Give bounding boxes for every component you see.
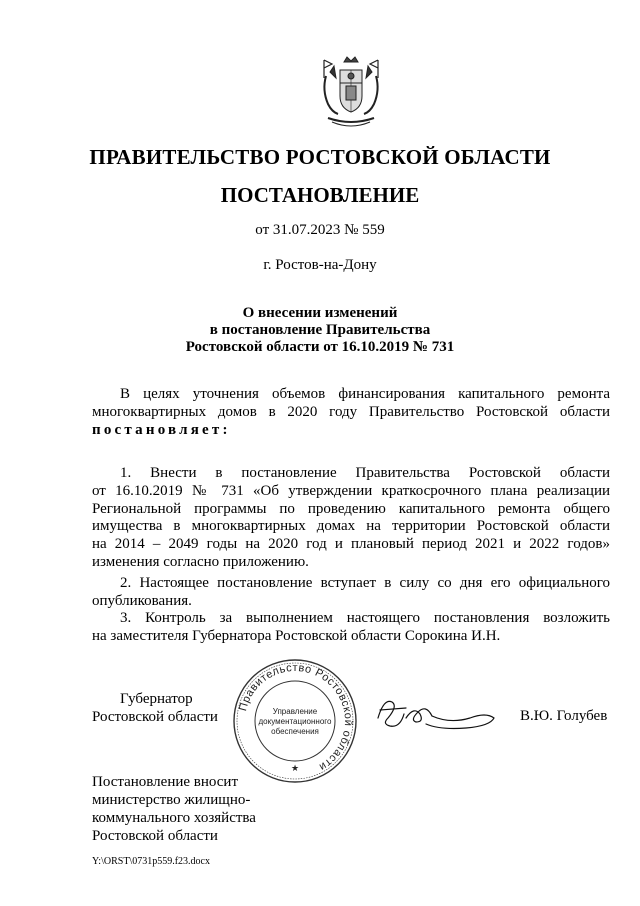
item-3-paragraph (92, 610, 610, 646)
submitter-note (92, 773, 256, 845)
organization-title: ПРАВИТЕЛЬСТВО РОСТОВСКОЙ ОБЛАСТИ (89, 145, 551, 169)
document-subject (0, 305, 640, 356)
subject-line: в постановление Правительства (209, 322, 431, 338)
coat-of-arms-emblem (318, 56, 384, 132)
paragraph-line: Региональной программы по проведению капитального ремонта общего (92, 500, 610, 517)
paragraph-line: от 16.10.2019 № 731 «Об утверждении краткосрочного плана реализации (92, 482, 610, 499)
stamp-inner-line: Управление (272, 707, 318, 716)
paragraph-line: многоквартирных домов в 2020 году Правительство Ростовской области (92, 403, 610, 420)
paragraph-line: В целях уточнения объемов финансирования капитального ремонта (120, 386, 610, 402)
signatory-title-line: Ростовской области (92, 709, 218, 725)
item-1-paragraph (92, 465, 610, 572)
submitter-line: министерство жилищно- (92, 792, 251, 808)
item-2-paragraph (92, 575, 610, 611)
paragraph-line: опубликования. (92, 592, 192, 609)
svg-text:★: ★ (290, 763, 300, 773)
signatory-title (92, 690, 218, 726)
subject-line: Ростовской области от 16.10.2019 № 731 (185, 339, 455, 355)
preamble-paragraph (92, 386, 610, 439)
paragraph-line: 1. Внести в постановление Правительства Ростовской области (120, 465, 610, 481)
decree-word: постановляет: (92, 421, 231, 438)
submitter-line: Постановление вносит (92, 774, 239, 790)
paragraph-line: 2. Настоящее постановление вступает в силу со дня его официального (120, 575, 610, 591)
paragraph-line: на заместителя Губернатора Ростовской области Сорокина И.Н. (92, 627, 501, 644)
paragraph-line: имущества в многоквартирных домах на территории Ростовской области (92, 518, 610, 535)
city-line: г. Ростов-на-Дону (263, 257, 377, 273)
submitter-line: Ростовской области (92, 828, 218, 844)
submitter-line: коммунального хозяйства (92, 810, 256, 826)
paragraph-line: изменения согласно приложению. (92, 553, 309, 570)
stamp-ring-text: Правительство Ростовской области (237, 661, 355, 774)
stamp-inner-line: документационного (258, 717, 332, 726)
subject-line: О внесении изменений (242, 305, 398, 321)
document-type-title: ПОСТАНОВЛЕНИЕ (220, 183, 420, 207)
signatory-name: В.Ю. Голубев (520, 708, 608, 724)
date-and-number: от 31.07.2023 № 559 (255, 222, 385, 238)
paragraph-line: 3. Контроль за выполнением настоящего постановления возложить (120, 610, 610, 626)
stamp-inner-line: обеспечения (271, 727, 319, 736)
file-path: Y:\ORST\0731p559.f23.docx (92, 856, 210, 867)
official-stamp (232, 658, 358, 784)
paragraph-line: на 2014 – 2049 годы на 2020 год и плановый период 2021 и 2022 годов» (92, 536, 610, 553)
signatory-title-line: Губернатор (120, 691, 193, 707)
handwritten-signature (370, 688, 500, 738)
